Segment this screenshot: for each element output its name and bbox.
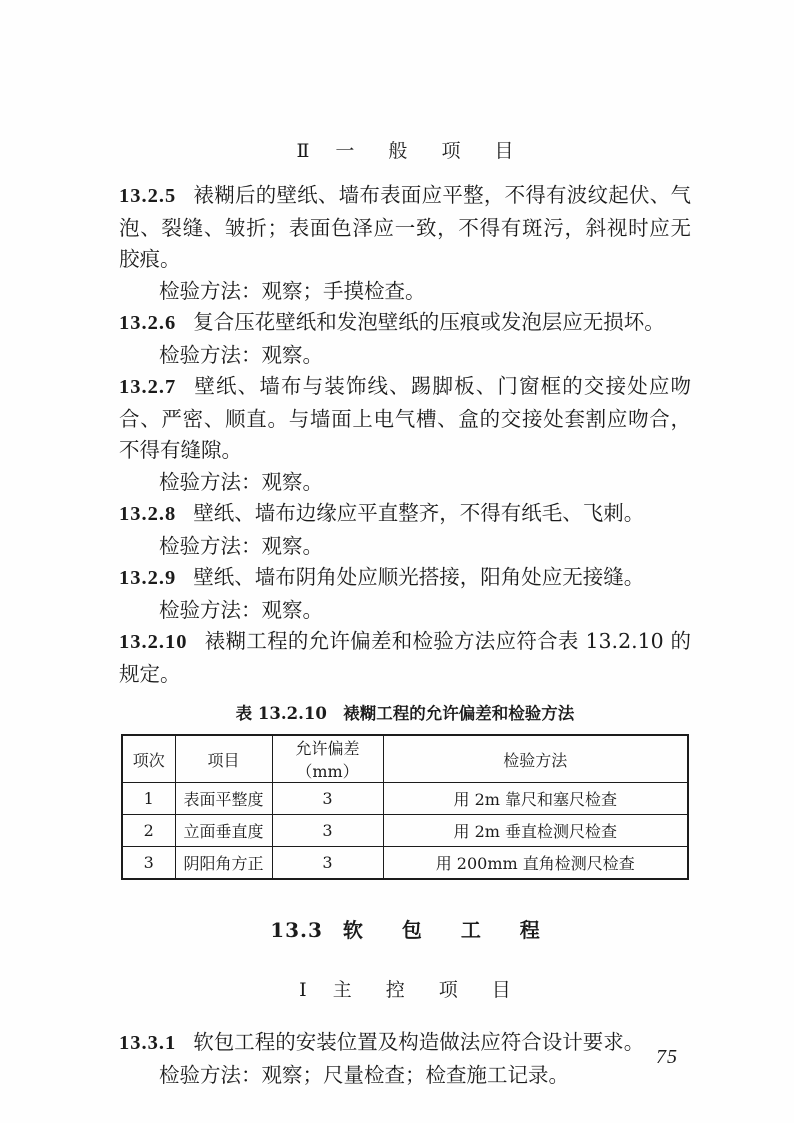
cell-index: 1 [122,783,175,815]
page-content [119,0,691,1091]
clause-number: 13.2.9 [119,567,177,589]
roman-numeral-1: Ⅰ [299,979,307,1001]
method-13-3-1: 检验方法：观察；尺量检查；检查施工记录。 [159,1062,569,1087]
cell-method: 用 2m 靠尺和塞尺检查 [383,783,688,815]
column-header-item: 项目 [175,735,272,783]
cell-deviation: 3 [272,783,383,815]
cell-item: 表面平整度 [175,783,272,815]
clause-13-2-7 [119,371,691,467]
column-header-index: 项次 [122,735,175,783]
heading-section-13-3 [119,916,691,944]
clause-text: 壁纸、墙布边缘应平直整齐，不得有纸毛、飞刺。 [193,501,645,525]
section-label: 软 包 工 程 [342,918,556,942]
clause-number: 13.2.8 [119,503,177,525]
table-row [122,815,688,847]
cell-item: 立面垂直度 [175,815,272,847]
clause-13-2-5 [119,180,691,276]
clause-text: 软包工程的安装位置及构造做法应符合设计要求。 [193,1030,645,1054]
column-header-method: 检验方法 [383,735,688,783]
clause-13-2-6 [119,307,691,340]
method-13-2-8: 检验方法：观察。 [159,533,323,558]
clause-number: 13.3.1 [119,1032,177,1054]
cell-method: 用 2m 垂直检测尺检查 [383,815,688,847]
clause-13-2-10 [119,626,691,690]
table-13-2-10-title: 表 13.2.10 裱糊工程的允许偏差和检验方法 [235,704,575,723]
cell-deviation: 3 [272,847,383,880]
section-number: 13.3 [270,918,323,942]
table-row [122,847,688,880]
roman-numeral-2: Ⅱ [296,140,310,162]
clause-number: 13.2.5 [119,185,177,207]
method-13-2-9: 检验方法：观察。 [159,597,323,622]
clause-13-2-9 [119,562,691,595]
cell-index: 3 [122,847,175,880]
cell-index: 2 [122,815,175,847]
clause-text: 复合压花壁纸和发泡壁纸的压痕或发泡层应无损坏。 [193,310,665,334]
column-header-deviation: 允许偏差（mm） [272,735,383,783]
heading-general-items-label: 一 般 项 目 [335,140,528,162]
heading-main-control-label: 主 控 项 目 [332,979,525,1001]
tolerance-table [121,734,689,880]
cell-deviation: 3 [272,815,383,847]
clause-text: 壁纸、墙布阴角处应顺光搭接，阳角处应无接缝。 [193,565,645,589]
cell-item: 阴阳角方正 [175,847,272,880]
table-header-row [122,735,688,783]
clause-text: 壁纸、墙布与装饰线、踢脚板、门窗框的交接处应吻合、严密、顺直。与墙面上电气槽、盒的交接处套割应吻合，不得有缝隙。 [119,374,691,462]
clause-13-2-8 [119,498,691,531]
method-13-2-5: 检验方法：观察；手摸检查。 [159,278,426,303]
clause-13-3-1 [119,1027,691,1060]
method-13-2-7: 检验方法：观察。 [159,469,323,494]
clause-number: 13.2.6 [119,312,177,334]
cell-method: 用 200mm 直角检测尺检查 [383,847,688,880]
heading-main-control-items [119,975,691,1005]
page-number: 75 [656,1046,678,1068]
method-13-2-6: 检验方法：观察。 [159,342,323,367]
clause-text: 裱糊后的壁纸、墙布表面应平整，不得有波纹起伏、气泡、裂缝、皱折；表面色泽应一致，不得有斑污，斜视时应无胶痕。 [119,183,691,271]
clause-number: 13.2.7 [119,376,177,398]
heading-general-items [119,136,691,166]
clause-text: 裱糊工程的允许偏差和检验方法应符合表 13.2.10 的规定。 [119,629,691,686]
table-row [122,783,688,815]
clause-number: 13.2.10 [119,631,188,653]
